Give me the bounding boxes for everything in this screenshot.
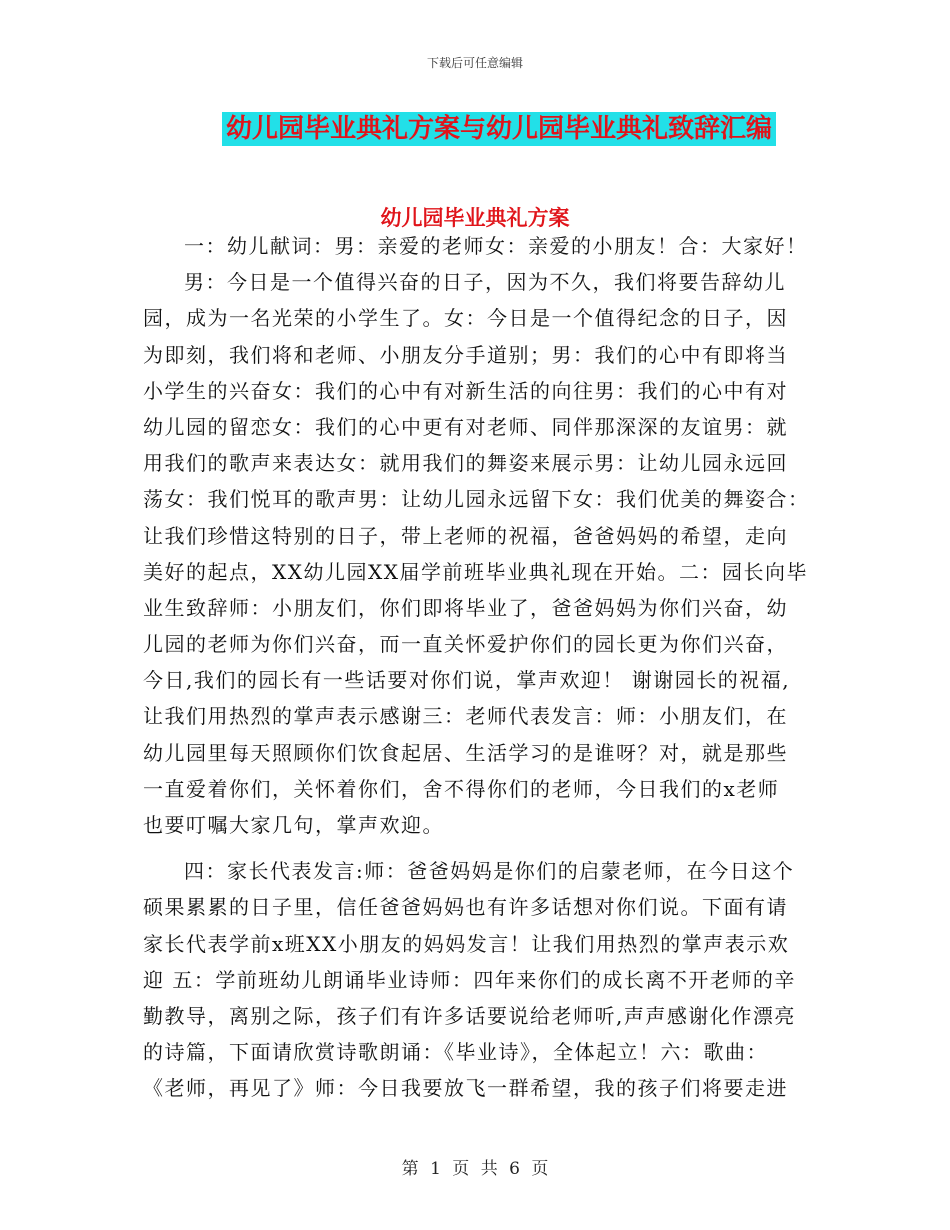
text-line: 一直爱着你们，关怀着你们，舍不得你们的老师，今日我们的x老师 xyxy=(143,776,780,801)
page-footer: 第 1 页 共 6 页 xyxy=(401,1159,549,1179)
text-line: 今日,我们的园长有一些话要对你们说，掌声欢迎！ 谢谢园长的祝福, xyxy=(143,668,791,693)
text-line: 小学生的兴奋女：我们的心中有对新生活的向往男：我们的心中有对 xyxy=(143,378,788,403)
text-line: 让我们用热烈的掌声表示感谢三：老师代表发言：师：小朋友们，在 xyxy=(143,704,788,729)
text-line: 的诗篇，下面请欣赏诗歌朗诵：《毕业诗》，全体起立！六：歌曲： xyxy=(143,1040,768,1065)
document-title: 幼儿园毕业典礼方案与幼儿园毕业典礼致辞汇编 xyxy=(222,112,776,146)
paragraph xyxy=(143,264,811,843)
text-line: 家长代表学前x班XX小朋友的妈妈发言！让我们用热烈的掌声表示欢 xyxy=(143,931,790,956)
text-line: 《老师，再见了》师：今日我要放飞一群希望，我的孩子们将要走进 xyxy=(143,1076,788,1101)
text-line: 美好的起点，XX幼儿园XX届学前班毕业典礼现在开始。二：园长向毕 xyxy=(143,559,808,584)
text-line: 为即刻，我们将和老师、小朋友分手道别；男：我们的心中有即将当 xyxy=(143,342,788,367)
text-line: 四：家长代表发言:师：爸爸妈妈是你们的启蒙老师，在今日这个 xyxy=(184,859,795,884)
text-line: 迎 五：学前班幼儿朗诵毕业诗师：四年来你们的成长离不开老师的辛 xyxy=(143,967,796,992)
paragraph xyxy=(143,853,811,1106)
document-body xyxy=(143,228,811,1107)
text-line: 硕果累累的日子里，信任爸爸妈妈也有许多话想对你们说。下面有请 xyxy=(143,895,788,920)
text-line: 男：今日是一个值得兴奋的日子，因为不久，我们将要告辞幼儿 xyxy=(184,270,786,295)
text-line: 儿园的老师为你们兴奋，而一直关怀爱护你们的园长更为你们兴奋， xyxy=(143,632,788,657)
page-header-note: 下载后可任意编辑 xyxy=(426,56,523,70)
text-line: 也要叮嘱大家几句，掌声欢迎。 xyxy=(143,813,444,837)
text-line: 园，成为一名光荣的小学生了。女：今日是一个值得纪念的日子，因 xyxy=(143,306,788,331)
section-title: 幼儿园毕业典礼方案 xyxy=(380,206,570,230)
text-line: 荡女：我们悦耳的歌声男：让幼儿园永远留下女：我们优美的舞姿合： xyxy=(143,487,810,512)
paragraph xyxy=(143,228,811,264)
text-line: 业生致辞师：小朋友们，你们即将毕业了，爸爸妈妈为你们兴奋，幼 xyxy=(143,595,788,620)
text-line: 一：幼儿献词：男：亲爱的老师女：亲爱的小朋友！合：大家好！ xyxy=(184,234,808,258)
text-line: 幼儿园的留恋女：我们的心中更有对老师、同伴那深深的友谊男：就 xyxy=(143,414,788,439)
text-line: 让我们珍惜这特别的日子，带上老师的祝福，爸爸妈妈的希望，走向 xyxy=(143,523,788,548)
text-line: 幼儿园里每天照顾你们饮食起居、生活学习的是谁呀？对，就是那些 xyxy=(143,740,788,765)
text-line: 用我们的歌声来表达女：就用我们的舞姿来展示男：让幼儿园永远回 xyxy=(143,451,788,476)
text-line: 勤教导，离别之际，孩子们有许多话要说给老师听,声声感谢化作漂亮 xyxy=(143,1003,796,1028)
